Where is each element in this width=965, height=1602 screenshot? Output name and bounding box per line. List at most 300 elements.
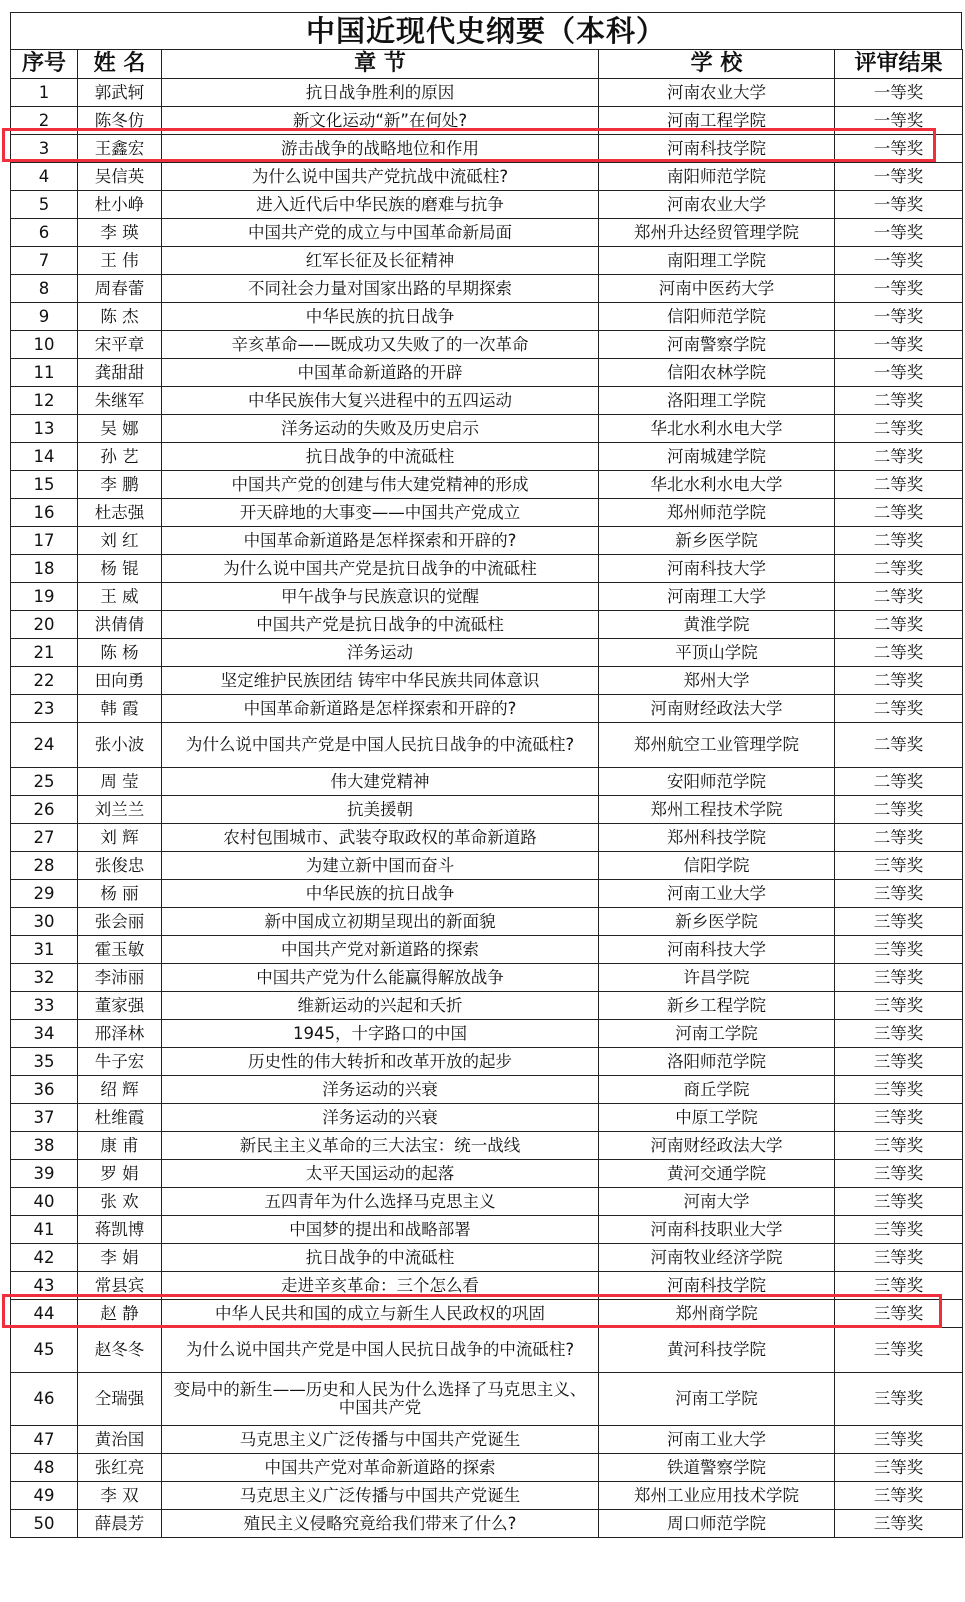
table-row	[11, 1160, 963, 1188]
col-header-result: 评审结果	[835, 50, 963, 79]
table-row	[11, 964, 963, 992]
cell-index: 8	[11, 275, 78, 303]
cell-result: 一等奖	[835, 303, 963, 331]
cell-name: 张俊忠	[78, 852, 162, 880]
cell-result: 二等奖	[835, 443, 963, 471]
cell-result: 三等奖	[835, 1020, 963, 1048]
cell-chapter: 坚定维护民族团结 铸牢中华民族共同体意识	[162, 667, 599, 695]
cell-school: 周口师范学院	[599, 1510, 835, 1538]
cell-index: 25	[11, 768, 78, 796]
cell-chapter: 中国革命新道路是怎样探索和开辟的?	[162, 527, 599, 555]
table-row	[11, 992, 963, 1020]
cell-index: 40	[11, 1188, 78, 1216]
cell-school: 河南财经政法大学	[599, 695, 835, 723]
cell-index: 37	[11, 1104, 78, 1132]
cell-result: 三等奖	[835, 1048, 963, 1076]
cell-index: 27	[11, 824, 78, 852]
cell-chapter: 为什么说中国共产党是中国人民抗日战争的中流砥柱?	[162, 1328, 599, 1373]
cell-chapter: 洋务运动	[162, 639, 599, 667]
cell-result: 二等奖	[835, 527, 963, 555]
cell-chapter: 五四青年为什么选择马克思主义	[162, 1188, 599, 1216]
table-row	[11, 1132, 963, 1160]
cell-school: 河南牧业经济学院	[599, 1244, 835, 1272]
cell-index: 47	[11, 1426, 78, 1454]
cell-school: 平顶山学院	[599, 639, 835, 667]
cell-school: 河南科技大学	[599, 555, 835, 583]
cell-school: 信阳农林学院	[599, 359, 835, 387]
cell-chapter: 中国共产党的成立与中国革命新局面	[162, 219, 599, 247]
cell-result: 二等奖	[835, 695, 963, 723]
cell-index: 33	[11, 992, 78, 1020]
cell-result: 三等奖	[835, 992, 963, 1020]
cell-chapter: 开天辟地的大事变——中国共产党成立	[162, 499, 599, 527]
award-list-sheet	[10, 12, 962, 1538]
cell-index: 36	[11, 1076, 78, 1104]
cell-index: 15	[11, 471, 78, 499]
table-row	[11, 695, 963, 723]
cell-name: 吴信英	[78, 163, 162, 191]
cell-index: 45	[11, 1328, 78, 1373]
cell-result: 三等奖	[835, 1216, 963, 1244]
cell-name: 孙 艺	[78, 443, 162, 471]
table-row	[11, 443, 963, 471]
cell-school: 洛阳师范学院	[599, 1048, 835, 1076]
cell-school: 河南工学院	[599, 1020, 835, 1048]
cell-chapter: 抗美援朝	[162, 796, 599, 824]
table-row	[11, 1272, 963, 1300]
cell-index: 12	[11, 387, 78, 415]
cell-chapter: 抗日战争的中流砥柱	[162, 443, 599, 471]
table-row	[11, 908, 963, 936]
cell-school: 郑州航空工业管理学院	[599, 723, 835, 768]
table-row	[11, 796, 963, 824]
cell-name: 黄治国	[78, 1426, 162, 1454]
cell-result: 三等奖	[835, 936, 963, 964]
cell-result: 三等奖	[835, 1510, 963, 1538]
cell-result: 三等奖	[835, 1244, 963, 1272]
cell-index: 2	[11, 107, 78, 135]
cell-result: 一等奖	[835, 219, 963, 247]
cell-chapter: 马克思主义广泛传播与中国共产党诞生	[162, 1482, 599, 1510]
cell-name: 周 莹	[78, 768, 162, 796]
table-row	[11, 555, 963, 583]
cell-name: 杨 丽	[78, 880, 162, 908]
cell-chapter: 马克思主义广泛传播与中国共产党诞生	[162, 1426, 599, 1454]
cell-index: 46	[11, 1373, 78, 1426]
cell-result: 二等奖	[835, 499, 963, 527]
cell-school: 华北水利水电大学	[599, 415, 835, 443]
table-row	[11, 135, 963, 163]
table-row	[11, 163, 963, 191]
table-row	[11, 387, 963, 415]
cell-name: 吴 娜	[78, 415, 162, 443]
cell-school: 黄淮学院	[599, 611, 835, 639]
cell-school: 河南科技职业大学	[599, 1216, 835, 1244]
cell-chapter: 洋务运动的失败及历史启示	[162, 415, 599, 443]
table-row	[11, 1020, 963, 1048]
cell-chapter: 历史性的伟大转折和改革开放的起步	[162, 1048, 599, 1076]
cell-result: 一等奖	[835, 191, 963, 219]
table-row	[11, 1426, 963, 1454]
cell-index: 32	[11, 964, 78, 992]
cell-school: 南阳理工学院	[599, 247, 835, 275]
table-row	[11, 303, 963, 331]
cell-index: 34	[11, 1020, 78, 1048]
cell-chapter: 甲午战争与民族意识的觉醒	[162, 583, 599, 611]
table-row	[11, 247, 963, 275]
cell-school: 商丘学院	[599, 1076, 835, 1104]
cell-school: 洛阳理工学院	[599, 387, 835, 415]
cell-name: 刘 红	[78, 527, 162, 555]
cell-school: 河南农业大学	[599, 191, 835, 219]
table-row	[11, 275, 963, 303]
cell-result: 二等奖	[835, 667, 963, 695]
cell-school: 河南理工大学	[599, 583, 835, 611]
cell-result: 二等奖	[835, 796, 963, 824]
table-row	[11, 1454, 963, 1482]
cell-index: 22	[11, 667, 78, 695]
cell-name: 朱继军	[78, 387, 162, 415]
cell-name: 李 娟	[78, 1244, 162, 1272]
col-header-school: 学 校	[599, 50, 835, 79]
cell-name: 宋平章	[78, 331, 162, 359]
cell-result: 三等奖	[835, 964, 963, 992]
cell-chapter: 伟大建党精神	[162, 768, 599, 796]
cell-school: 新乡工程学院	[599, 992, 835, 1020]
cell-result: 三等奖	[835, 908, 963, 936]
cell-name: 刘 辉	[78, 824, 162, 852]
cell-name: 邢泽林	[78, 1020, 162, 1048]
table-row	[11, 639, 963, 667]
cell-school: 新乡医学院	[599, 908, 835, 936]
cell-index: 17	[11, 527, 78, 555]
cell-school: 中原工学院	[599, 1104, 835, 1132]
cell-chapter: 中国梦的提出和战略部署	[162, 1216, 599, 1244]
cell-index: 6	[11, 219, 78, 247]
table-row	[11, 191, 963, 219]
cell-result: 三等奖	[835, 1272, 963, 1300]
cell-result: 三等奖	[835, 1426, 963, 1454]
cell-school: 信阳师范学院	[599, 303, 835, 331]
cell-name: 杜志强	[78, 499, 162, 527]
cell-school: 河南科技学院	[599, 1272, 835, 1300]
cell-chapter: 中华民族的抗日战争	[162, 880, 599, 908]
table-row	[11, 1076, 963, 1104]
table-row	[11, 415, 963, 443]
cell-index: 20	[11, 611, 78, 639]
cell-school: 河南警察学院	[599, 331, 835, 359]
award-table	[10, 49, 963, 1538]
cell-result: 一等奖	[835, 275, 963, 303]
cell-name: 霍玉敏	[78, 936, 162, 964]
cell-chapter: 为建立新中国而奋斗	[162, 852, 599, 880]
cell-result: 一等奖	[835, 107, 963, 135]
cell-chapter: 新中国成立初期呈现出的新面貌	[162, 908, 599, 936]
cell-name: 张小波	[78, 723, 162, 768]
cell-name: 李 瑛	[78, 219, 162, 247]
cell-name: 罗 娟	[78, 1160, 162, 1188]
cell-index: 18	[11, 555, 78, 583]
cell-name: 洪倩倩	[78, 611, 162, 639]
cell-name: 杨 锟	[78, 555, 162, 583]
cell-index: 43	[11, 1272, 78, 1300]
cell-chapter: 中国共产党对新道路的探索	[162, 936, 599, 964]
cell-name: 李沛丽	[78, 964, 162, 992]
cell-chapter: 不同社会力量对国家出路的早期探索	[162, 275, 599, 303]
sheet-title: 中国近现代史纲要（本科）	[10, 12, 962, 49]
cell-name: 郭武轲	[78, 79, 162, 107]
table-row	[11, 1216, 963, 1244]
cell-name: 牛子宏	[78, 1048, 162, 1076]
cell-chapter: 新民主主义革命的三大法宝：统一战线	[162, 1132, 599, 1160]
cell-result: 一等奖	[835, 163, 963, 191]
cell-index: 29	[11, 880, 78, 908]
cell-chapter: 维新运动的兴起和夭折	[162, 992, 599, 1020]
cell-index: 16	[11, 499, 78, 527]
cell-result: 二等奖	[835, 555, 963, 583]
table-row	[11, 79, 963, 107]
cell-chapter: 中国共产党为什么能赢得解放战争	[162, 964, 599, 992]
cell-school: 铁道警察学院	[599, 1454, 835, 1482]
cell-name: 董家强	[78, 992, 162, 1020]
cell-school: 河南农业大学	[599, 79, 835, 107]
table-row	[11, 768, 963, 796]
cell-chapter: 太平天国运动的起落	[162, 1160, 599, 1188]
cell-chapter: 为什么说中国共产党是中国人民抗日战争的中流砥柱?	[162, 723, 599, 768]
cell-result: 三等奖	[835, 1160, 963, 1188]
cell-result: 三等奖	[835, 880, 963, 908]
cell-name: 田向勇	[78, 667, 162, 695]
cell-name: 赵 静	[78, 1300, 162, 1328]
cell-index: 42	[11, 1244, 78, 1272]
cell-school: 华北水利水电大学	[599, 471, 835, 499]
cell-name: 张会丽	[78, 908, 162, 936]
cell-result: 二等奖	[835, 723, 963, 768]
cell-school: 郑州科技学院	[599, 824, 835, 852]
cell-chapter: 走进辛亥革命：三个怎么看	[162, 1272, 599, 1300]
cell-result: 一等奖	[835, 247, 963, 275]
cell-chapter: 中国共产党是抗日战争的中流砥柱	[162, 611, 599, 639]
cell-name: 韩 霞	[78, 695, 162, 723]
cell-school: 河南工程学院	[599, 107, 835, 135]
cell-school: 河南城建学院	[599, 443, 835, 471]
cell-school: 安阳师范学院	[599, 768, 835, 796]
cell-index: 9	[11, 303, 78, 331]
table-row	[11, 527, 963, 555]
cell-chapter: 辛亥革命——既成功又失败了的一次革命	[162, 331, 599, 359]
table-row	[11, 1510, 963, 1538]
cell-result: 二等奖	[835, 611, 963, 639]
cell-school: 河南工业大学	[599, 880, 835, 908]
cell-school: 河南科技学院	[599, 135, 835, 163]
cell-index: 1	[11, 79, 78, 107]
cell-name: 周春蕾	[78, 275, 162, 303]
cell-name: 蒋凯博	[78, 1216, 162, 1244]
table-row	[11, 723, 963, 768]
cell-chapter: 抗日战争胜利的原因	[162, 79, 599, 107]
cell-name: 李 鹏	[78, 471, 162, 499]
cell-result: 三等奖	[835, 1300, 963, 1328]
cell-chapter: 中华人民共和国的成立与新生人民政权的巩固	[162, 1300, 599, 1328]
table-row	[11, 852, 963, 880]
cell-school: 郑州商学院	[599, 1300, 835, 1328]
cell-index: 7	[11, 247, 78, 275]
cell-index: 44	[11, 1300, 78, 1328]
cell-index: 41	[11, 1216, 78, 1244]
cell-result: 一等奖	[835, 359, 963, 387]
cell-result: 二等奖	[835, 639, 963, 667]
cell-result: 三等奖	[835, 1373, 963, 1426]
cell-index: 10	[11, 331, 78, 359]
cell-index: 11	[11, 359, 78, 387]
table-row	[11, 880, 963, 908]
table-row	[11, 824, 963, 852]
table-row	[11, 1482, 963, 1510]
cell-name: 赵冬冬	[78, 1328, 162, 1373]
cell-school: 南阳师范学院	[599, 163, 835, 191]
cell-chapter: 中国共产党对革命新道路的探索	[162, 1454, 599, 1482]
cell-index: 26	[11, 796, 78, 824]
table-row	[11, 1244, 963, 1272]
cell-name: 龚甜甜	[78, 359, 162, 387]
cell-name: 王 威	[78, 583, 162, 611]
cell-index: 30	[11, 908, 78, 936]
cell-chapter: 中华民族的抗日战争	[162, 303, 599, 331]
cell-name: 刘兰兰	[78, 796, 162, 824]
table-row	[11, 499, 963, 527]
cell-result: 三等奖	[835, 852, 963, 880]
table-row	[11, 1188, 963, 1216]
table-row	[11, 471, 963, 499]
cell-result: 三等奖	[835, 1482, 963, 1510]
cell-index: 39	[11, 1160, 78, 1188]
cell-index: 19	[11, 583, 78, 611]
cell-chapter: 1945，十字路口的中国	[162, 1020, 599, 1048]
cell-school: 许昌学院	[599, 964, 835, 992]
cell-school: 河南中医药大学	[599, 275, 835, 303]
cell-index: 49	[11, 1482, 78, 1510]
table-row	[11, 219, 963, 247]
cell-result: 三等奖	[835, 1104, 963, 1132]
cell-name: 绍 辉	[78, 1076, 162, 1104]
cell-index: 28	[11, 852, 78, 880]
cell-school: 河南大学	[599, 1188, 835, 1216]
cell-result: 三等奖	[835, 1454, 963, 1482]
cell-chapter: 红军长征及长征精神	[162, 247, 599, 275]
cell-index: 50	[11, 1510, 78, 1538]
cell-chapter: 变局中的新生——历史和人民为什么选择了马克思主义、中国共产党	[162, 1373, 599, 1426]
cell-school: 新乡医学院	[599, 527, 835, 555]
cell-chapter: 中国共产党的创建与伟大建党精神的形成	[162, 471, 599, 499]
table-row	[11, 1373, 963, 1426]
cell-index: 38	[11, 1132, 78, 1160]
table-row	[11, 936, 963, 964]
cell-result: 二等奖	[835, 415, 963, 443]
cell-name: 仝瑞强	[78, 1373, 162, 1426]
cell-name: 张红亮	[78, 1454, 162, 1482]
cell-chapter: 中华民族伟大复兴进程中的五四运动	[162, 387, 599, 415]
cell-name: 陈冬仿	[78, 107, 162, 135]
cell-index: 3	[11, 135, 78, 163]
cell-index: 5	[11, 191, 78, 219]
cell-index: 48	[11, 1454, 78, 1482]
cell-result: 二等奖	[835, 387, 963, 415]
table-row	[11, 1104, 963, 1132]
table-row	[11, 667, 963, 695]
cell-school: 河南工业大学	[599, 1426, 835, 1454]
cell-chapter: 抗日战争的中流砥柱	[162, 1244, 599, 1272]
table-row	[11, 1300, 963, 1328]
cell-school: 黄河交通学院	[599, 1160, 835, 1188]
cell-index: 31	[11, 936, 78, 964]
cell-index: 4	[11, 163, 78, 191]
cell-chapter: 游击战争的战略地位和作用	[162, 135, 599, 163]
cell-school: 郑州升达经贸管理学院	[599, 219, 835, 247]
cell-index: 14	[11, 443, 78, 471]
table-row	[11, 107, 963, 135]
cell-result: 二等奖	[835, 583, 963, 611]
table-row	[11, 611, 963, 639]
cell-name: 杜维霞	[78, 1104, 162, 1132]
table-row	[11, 1048, 963, 1076]
table-row	[11, 1328, 963, 1373]
cell-result: 二等奖	[835, 768, 963, 796]
cell-school: 郑州工业应用技术学院	[599, 1482, 835, 1510]
col-header-chapter: 章 节	[162, 50, 599, 79]
cell-result: 二等奖	[835, 824, 963, 852]
cell-school: 郑州师范学院	[599, 499, 835, 527]
cell-result: 一等奖	[835, 79, 963, 107]
cell-name: 杜小峥	[78, 191, 162, 219]
cell-name: 常县宾	[78, 1272, 162, 1300]
cell-chapter: 为什么说中国共产党抗战中流砥柱?	[162, 163, 599, 191]
cell-result: 三等奖	[835, 1076, 963, 1104]
cell-chapter: 进入近代后中华民族的磨难与抗争	[162, 191, 599, 219]
cell-index: 24	[11, 723, 78, 768]
cell-result: 三等奖	[835, 1328, 963, 1373]
cell-chapter: 为什么说中国共产党是抗日战争的中流砥柱	[162, 555, 599, 583]
cell-school: 黄河科技学院	[599, 1328, 835, 1373]
cell-name: 陈 杰	[78, 303, 162, 331]
cell-result: 三等奖	[835, 1188, 963, 1216]
cell-index: 13	[11, 415, 78, 443]
cell-chapter: 农村包围城市、武装夺取政权的革命新道路	[162, 824, 599, 852]
col-header-name: 姓 名	[78, 50, 162, 79]
cell-school: 信阳学院	[599, 852, 835, 880]
table-row	[11, 359, 963, 387]
cell-name: 薛晨芳	[78, 1510, 162, 1538]
cell-school: 河南财经政法大学	[599, 1132, 835, 1160]
cell-result: 一等奖	[835, 135, 963, 163]
cell-chapter: 中国革命新道路是怎样探索和开辟的?	[162, 695, 599, 723]
col-header-index: 序号	[11, 50, 78, 79]
cell-name: 李 双	[78, 1482, 162, 1510]
cell-name: 陈 杨	[78, 639, 162, 667]
cell-chapter: 殖民主义侵略究竟给我们带来了什么?	[162, 1510, 599, 1538]
cell-index: 35	[11, 1048, 78, 1076]
table-row	[11, 583, 963, 611]
header-row	[11, 50, 963, 79]
cell-result: 一等奖	[835, 331, 963, 359]
cell-chapter: 中国革命新道路的开辟	[162, 359, 599, 387]
cell-result: 三等奖	[835, 1132, 963, 1160]
cell-index: 21	[11, 639, 78, 667]
cell-school: 郑州大学	[599, 667, 835, 695]
cell-name: 王鑫宏	[78, 135, 162, 163]
cell-name: 王 伟	[78, 247, 162, 275]
cell-chapter: 洋务运动的兴衰	[162, 1076, 599, 1104]
table-row	[11, 331, 963, 359]
